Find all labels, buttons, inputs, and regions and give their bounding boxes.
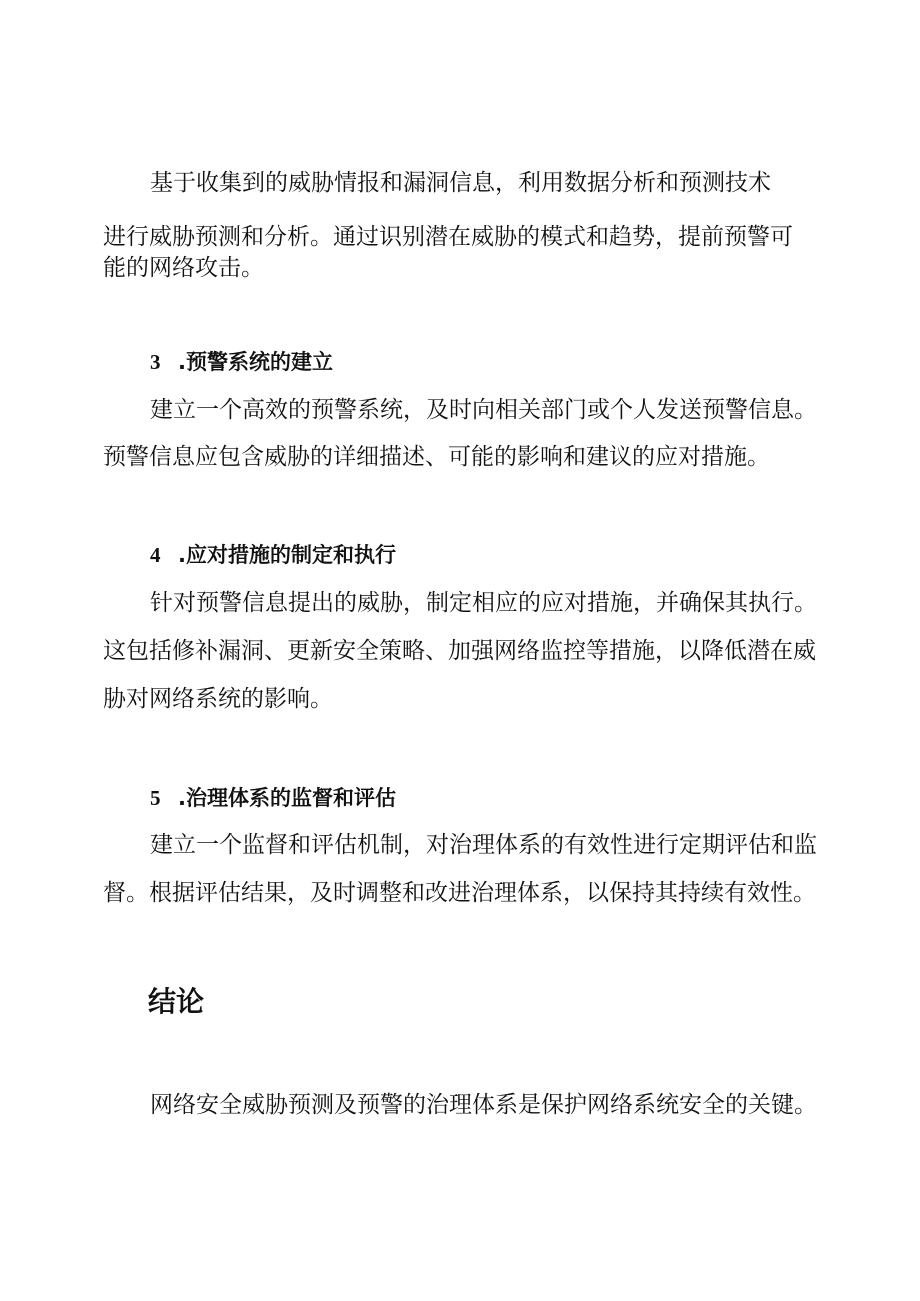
section-4-number: 4 [150,543,161,567]
intro-line-1: 基于收集到的威胁情报和漏洞信息，利用数据分析和预测技术 [150,170,771,196]
section-3-number: 3 [150,350,161,374]
section-4-heading [150,540,396,570]
intro-line-2: 进行威胁预测和分析。通过识别潜在威胁的模式和趋势，提前预警可 [103,224,793,250]
section-3-title: .预警系统的建立 [178,350,333,374]
section-3-line-2: 预警信息应包含威胁的详细描述、可能的影响和建议的应对措施。 [103,444,770,470]
section-5-number: 5 [150,786,161,810]
conclusion-title: 结论 [148,985,205,1018]
section-4-line-3: 胁对网络系统的影响。 [103,686,333,712]
section-4-title: .应对措施的制定和执行 [178,543,396,567]
conclusion-line-1: 网络安全威胁预测及预警的治理体系是保护网络系统安全的关键。 [150,1092,817,1118]
section-3-heading [150,347,333,377]
section-3-line-1: 建立一个高效的预警系统，及时向相关部门或个人发送预警信息。 [150,397,817,423]
section-5-line-2: 督。根据评估结果，及时调整和改进治理体系，以保持其持续有效性。 [103,880,816,906]
section-4-line-1: 针对预警信息提出的威胁，制定相应的应对措施，并确保其执行。 [150,590,817,616]
section-4-line-2: 这包括修补漏洞、更新安全策略、加强网络监控等措施，以降低潜在威 [103,638,816,664]
section-5-title: .治理体系的监督和评估 [178,786,396,810]
section-5-heading [150,783,396,813]
section-5-line-1: 建立一个监督和评估机制，对治理体系的有效性进行定期评估和监 [150,832,817,858]
intro-line-3: 能的网络攻击。 [103,255,264,281]
